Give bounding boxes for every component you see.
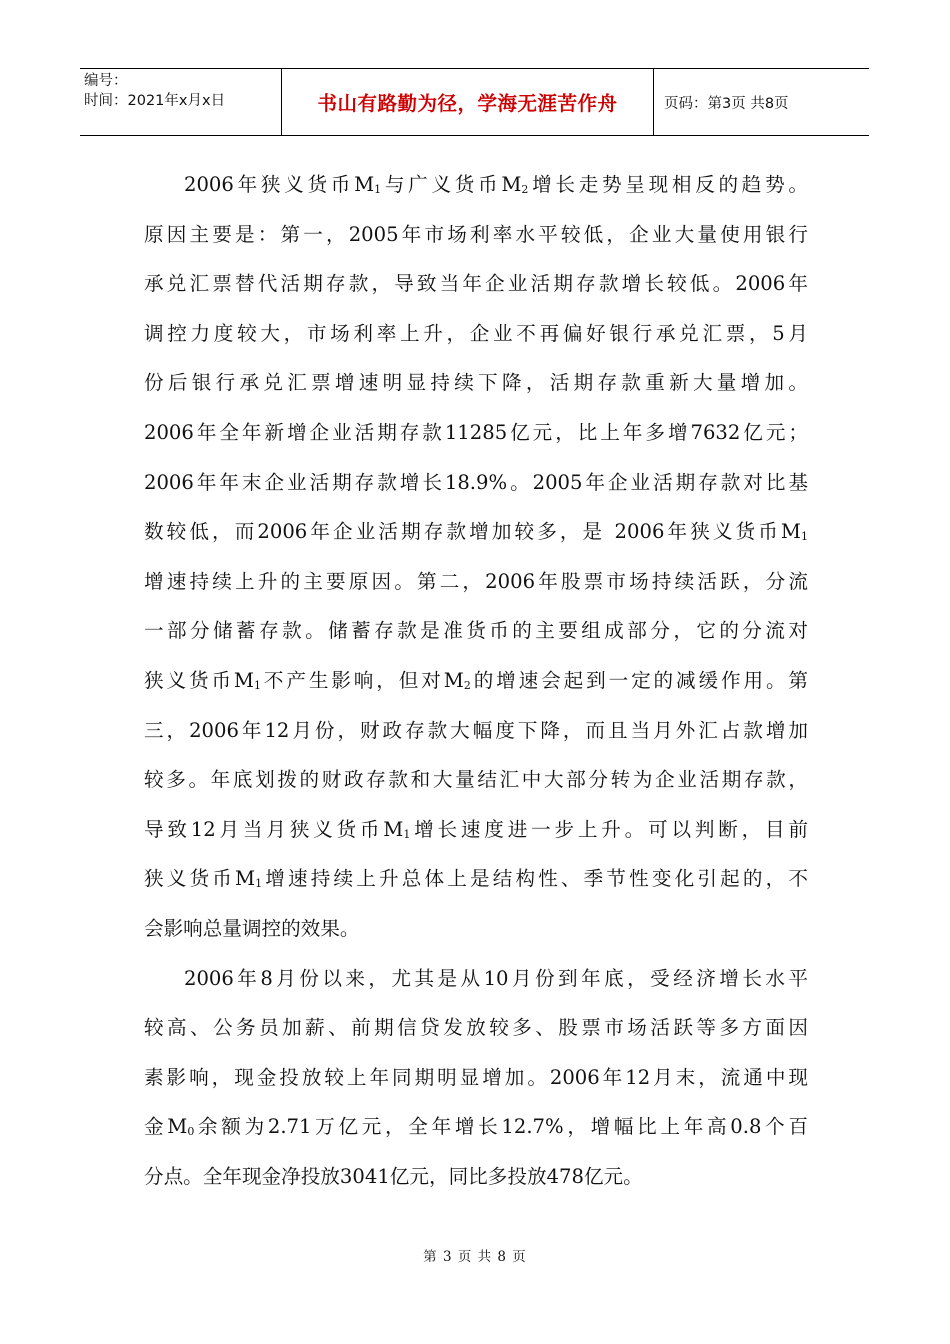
document-time-label: 时间：2021年x月x日 [84,93,226,109]
header-left-cell [80,69,282,135]
paragraph-2 [144,954,808,1202]
text-line: 狭义货币$M_1$增速持续上升总体上是结构性、季节性变化引起的，不 [144,867,809,891]
text-line: 三，2006年12月份，财政存款大幅度下降，而且当月外汇占款增加 [144,718,808,742]
text-line: 会影响总量调控的效果。 [144,916,360,940]
text-line: 金$M_0$余额为2.71万亿元，全年增长12.7%，增幅比上年高0.8个百 [144,1115,808,1139]
text-line: 素影响，现金投放较上年同期明显增加。2006年12月末，流通中现 [144,1065,808,1089]
text-line: 份后银行承兑汇票增速明显持续下降，活期存款重新大量增加。 [144,371,808,395]
header-page-info: 页码：第3页 共8页 [664,95,789,112]
text-line: 2006年年末企业活期存款增长18.9%。2005年企业活期存款对比基 [144,470,808,494]
page-footer: 第 3 页 共 8 页 [423,1249,527,1265]
page-header [80,68,869,136]
text-line: 较多。年底划拨的财政存款和大量结汇中大部分转为企业活期存款， [144,768,808,792]
text-line: 狭义货币$M_1$不产生影响，但对$M_2$的增速会起到一定的减缓作用。第 [144,668,809,692]
header-motto: 书山有路勤为径，学海无涯苦作舟 [282,69,654,135]
text-line: 承兑汇票替代活期存款，导致当年企业活期存款增长较低。2006年 [144,272,808,296]
text-line: 导致12月当月狭义货币$M_1$增长速度进一步上升。可以判断，目前 [144,817,808,841]
text-line: 原因主要是：第一，2005年市场利率水平较低，企业大量使用银行 [144,222,808,246]
text-line: 2006年全年新增企业活期存款11285亿元，比上年多增7632亿元； [144,420,808,444]
text-line: 2006年8月份以来，尤其是从10月份到年底，受经济增长水平 [184,966,808,990]
text-line: 较高、公务员加薪、前期信贷发放较多、股票市场活跃等多方面因 [144,1016,808,1040]
text-line: 一部分储蓄存款。储蓄存款是准货币的主要组成部分，它的分流对 [144,619,808,643]
text-line: 分点。全年现金净投放3041亿元，同比多投放478亿元。 [144,1164,643,1188]
document-body [144,160,808,1201]
document-number-label: 编号： [84,73,128,89]
text-line: 数较低，而2006年企业活期存款增加较多，是 2006年狭义货币$M_1$ [144,520,808,544]
paragraph-1 [144,160,808,954]
text-line: 调控力度较大，市场利率上升，企业不再偏好银行承兑汇票，5月 [144,321,808,345]
text-line: 2006年狭义货币$M_1$与广义货币$M_2$增长走势呈现相反的趋势。 [184,173,808,196]
text-line: 增速持续上升的主要原因。第二，2006年股票市场持续活跃，分流 [144,569,808,593]
